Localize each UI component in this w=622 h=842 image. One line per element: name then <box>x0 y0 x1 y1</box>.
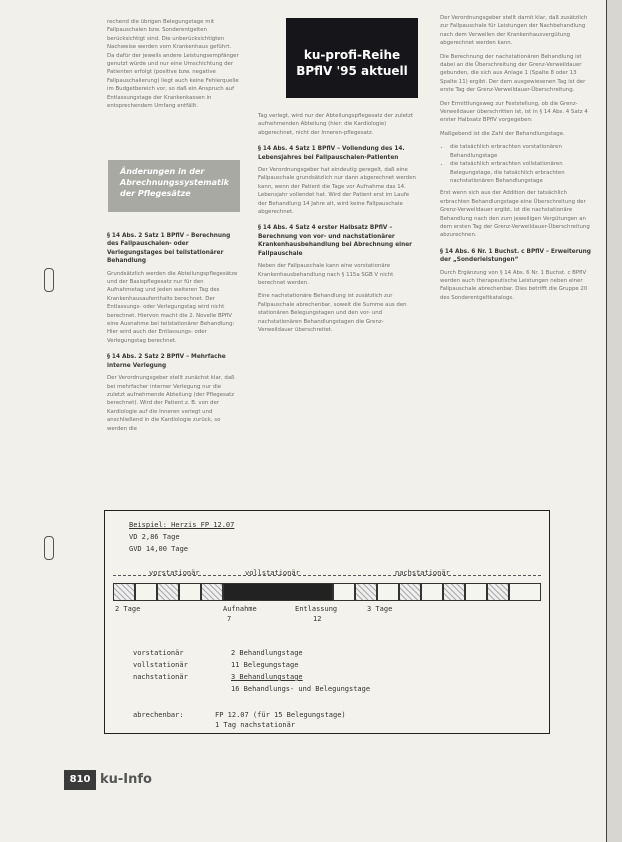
paragraph: rechend die übrigen Belegungstage mit Fallpauschalen bzw. Sonderentgelten berücksichtigt sind. Die unberücksichtigten Nachweise werden vom Krankenhaus geführt. Da dafür der jeweils andere Leistungsempfänger genutzt würde und nur eine Umschichtung der Patienten erfolgt (positive bzw. negative Fallpauschalierung) liegt auch keine Fehlerquelle im Budgetbereich vor, so daß ein Anspruch auf Entlassungstage der Krankenkassen in entsprechendem Umfang entfällt. <box>107 19 239 110</box>
bracket-label-nach: nachstationär <box>395 569 450 577</box>
paragraph: Neben der Fallpauschale kann eine vorstationäre Krankenhausbehandlung nach § 115a SGB V nicht berechnet werden. <box>258 263 394 286</box>
timeline-label: Entlassung <box>295 605 338 613</box>
timeline-segment <box>487 583 509 601</box>
bracket-label-vor: vorstationär <box>149 569 200 577</box>
subheading: § 14 Abs. 4 Satz 1 BPflV – Vollendung des 14. Lebensjahres bei Fallpauschalen-Patienten <box>258 146 405 161</box>
adjacent-page-edge <box>606 0 622 842</box>
paragraph: Grundsätzlich werden die Abteilungspflegesätze und der Basispflegesatz nur für den Aufnahmetag und jeden weiteren Tag des Krankenhausaufenthalts berechnet. Der Entlassungs- oder Verlegungstag wird nicht berechnet. Hiervon macht die 2. Novelle BPflV eine Ausnahme bei teilstationärer Behandlung: Hier wird auch der Entlassungs- oder Verlegungstag berechnet. <box>107 270 238 344</box>
result-value: FP 12.07 (für 15 Belegungstage) <box>215 711 346 719</box>
series-banner <box>286 18 418 98</box>
diagram-gvd: GVD 14,00 Tage <box>129 545 189 553</box>
section-heading-line: der Pflegesätze <box>120 189 191 198</box>
timeline-segment <box>223 583 333 601</box>
legend-label: vorstationär <box>133 649 184 657</box>
diagram-vd: VD 2,86 Tage <box>129 533 180 541</box>
bracket-label-voll: vollstationär <box>245 569 300 577</box>
column-1 <box>107 18 240 115</box>
legend-label: vollstationär <box>133 661 188 669</box>
timeline-segment <box>201 583 223 601</box>
banner-title: ku-profi-Reihe <box>303 48 401 62</box>
timeline-segment <box>443 583 465 601</box>
legend-value: 2 Behandlungstage <box>231 649 303 657</box>
paragraph: Der Ermittlungsweg zur Feststellung, ob die Grenz-Verweildauer überschritten ist, ist in § 14 Abs. 4 Satz 4 erster Halbsatz BPflV vorgegeben: <box>440 100 588 124</box>
timeline-segment <box>465 583 487 601</box>
result-label: abrechenbar: <box>133 711 184 719</box>
timeline-number: 12 <box>313 615 322 623</box>
timeline-segment <box>179 583 201 601</box>
subheading: § 14 Abs. 2 Satz 1 BPflV – Berechnung des Fallpauschalen- oder Verlegungstages bei teilstationärer Behandlung <box>107 233 231 265</box>
bracket-line <box>113 575 541 576</box>
publication-logo: ku-Info <box>100 772 152 787</box>
paragraph: Der Verordnungsgeber stellt zunächst klar, daß bei mehrfacher interner Verlegung nur die zuletzt aufnehmende Abteilung (der Pflegesatz berechnet). Wird der Patient z. B. von der Kardiologie auf die Inneren verlegt und anschließend in die Kardiologie zurück, so werden die <box>107 375 235 432</box>
paragraph: Eine nachstationäre Behandlung ist zusätzlich zur Fallpauschale abrechenbar, soweit die Summe aus den stationären Belegungstagen und den vor- und nachstationären Behandlungstagen die Grenz-Verweildauer überschreitet. <box>258 293 407 333</box>
column-1-lower <box>107 224 240 438</box>
subheading: § 14 Abs. 6 Nr. 1 Buchst. c BPflV – Erweiterung der „Sonderleistungen“ <box>440 248 591 264</box>
example-diagram <box>104 510 550 734</box>
timeline-segment <box>355 583 377 601</box>
timeline-segment <box>399 583 421 601</box>
timeline-number: 7 <box>227 615 232 623</box>
paragraph: Die Berechnung der nachstationären Behandlung ist dabei an die Überschreitung der Grenz-Verweildauer gebunden, die sich aus Anlage 1 (Spalte 8 oder 13 Spalte 11) ergibt. Der dem ausgewiesenen Tag ist der erste Tag der Grenz-Verweildauer-Überschreitung. <box>440 53 586 94</box>
paragraph: Der Verordnungsgeber hat eindeutig geregelt, daß eine Fallpauschale grundsätzlich nur dann abgerechnet werden kann, wenn der Patient die Tage vor Aufnahme das 14. Lebensjahr vollendet hat. Wird der Patient erst im Laufe der Behandlung 14 Jahre alt, wird keine Fallpauschale abgerechnet. <box>258 167 416 216</box>
timeline-segment <box>421 583 443 601</box>
page-number: 810 <box>64 770 96 790</box>
timeline-label: Aufnahme <box>223 605 257 613</box>
section-heading-line: Änderungen in der <box>120 167 205 176</box>
binder-hole <box>44 536 54 560</box>
timeline-segment <box>135 583 157 601</box>
paragraph: Der Verordnungsgeber stellt damit klar, daß zusätzlich zur Fallpauschale für Leistungen der Nachbehandlung nach dem Verweilen der Krankenhausvergütung abgerechnet werden kann. <box>440 15 588 47</box>
paragraph: Durch Ergänzung von § 14 Abs. 6 Nr. 1 Buchst. c BPflV werden auch therapeutische Leistungen neben einer Fallpauschale abrechenbar. Dies betrifft die Gruppe 20 des Sonderentgeltkatalogs. <box>440 269 588 301</box>
legend-total: 16 Behandlungs- und Belegungstage <box>231 685 371 693</box>
timeline-label: 2 Tage <box>115 605 141 613</box>
timeline-segment <box>157 583 179 601</box>
diagram-title: Beispiel: Herzis FP 12.07 <box>129 521 235 529</box>
paragraph: Tag verlegt, wird nur der Abteilungspflegesatz der zuletzt aufnehmenden Abteilung (hier: die Kardiologie) abgerechnet, nicht der Inneren-pflegesatz. <box>258 113 413 136</box>
list <box>440 143 592 185</box>
timeline-segment <box>113 583 135 601</box>
list-item: • die tatsächlich erbrachten vollstationären Belegungstage, die tatsächlich erbrachten nachstationären Behandlungstage <box>450 160 592 185</box>
timeline-segment <box>509 583 541 601</box>
result-extra: 1 Tag nachstationär <box>215 721 296 729</box>
legend-value: 11 Belegungstage <box>231 661 299 669</box>
paragraph: Erst wenn sich aus der Addition der tatsächlich erbrachten Behandlungstage eine Überschreitung der Grenz-Verweildauer ergibt, ist die nachstationäre Behandlung nach den zum jeweiligen Vergütungen an dem ersten Tag der Grenz-Verweildauer-Überschreitung abzurechnen. <box>440 190 590 239</box>
subheading: § 14 Abs. 4 Satz 4 erster Halbsatz BPflV – Berechnung von vor- und nachstationärer Krankenhausbehandlung bei Abrechnung einer Fallpauschale <box>258 225 413 257</box>
legend-value: 3 Behandlungstage <box>231 673 303 681</box>
section-heading-line: Abrechnungssystematik <box>120 178 229 187</box>
legend-label: nachstationär <box>133 673 188 681</box>
banner-subtitle: BPflV '95 aktuell <box>296 64 408 78</box>
timeline-segment <box>377 583 399 601</box>
timeline-segment <box>333 583 355 601</box>
section-heading-box <box>108 160 240 212</box>
binder-hole <box>44 268 54 292</box>
subheading: § 14 Abs. 2 Satz 2 BPflV – Mehrfache interne Verlegung <box>107 354 226 369</box>
list-item: • die tatsächlich erbrachten vorstationären Behandlungstage <box>450 143 592 160</box>
timeline-label: 3 Tage <box>367 605 393 613</box>
paragraph: Maßgebend ist die Zahl der Behandlungstage. <box>440 130 565 137</box>
column-2 <box>258 112 418 339</box>
column-3 <box>440 14 592 307</box>
